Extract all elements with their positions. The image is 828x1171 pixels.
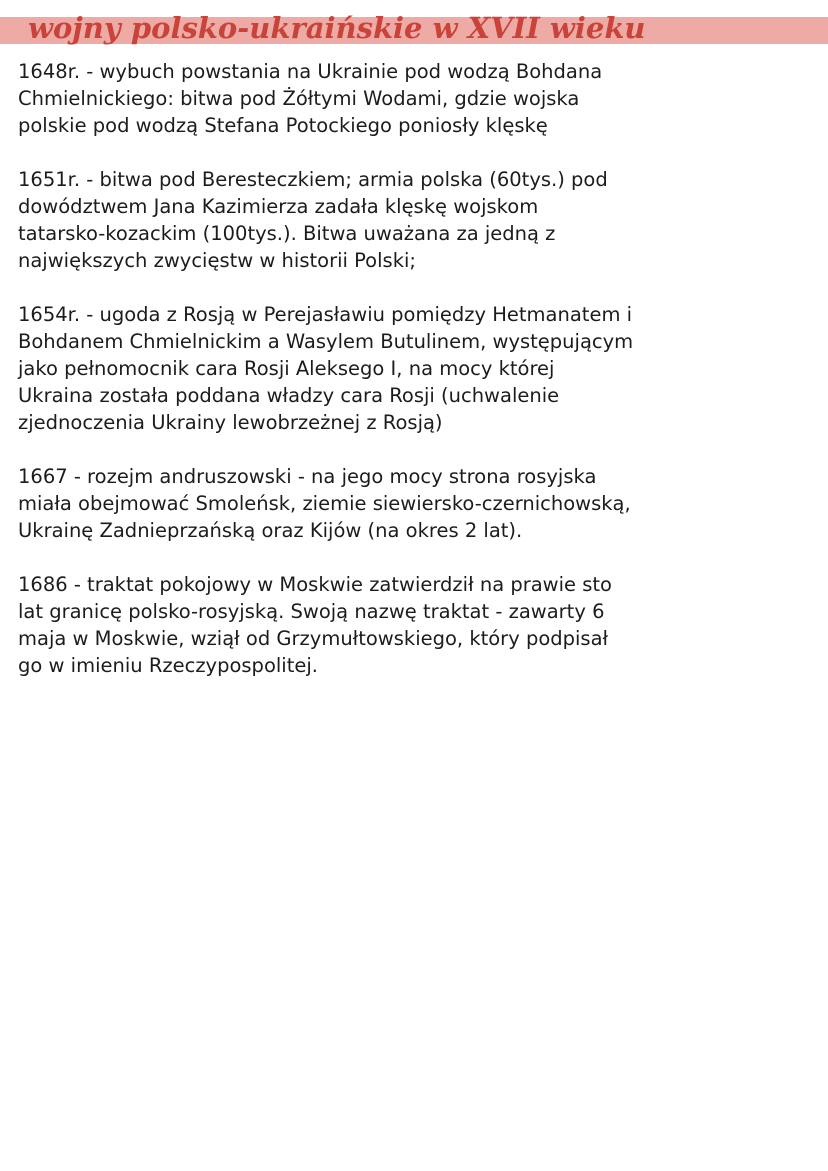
text-line: Ukraina została poddana władzy cara Rosji (uchwalenie [18, 384, 560, 407]
text-line: 1654r. - ugoda z Rosją w Perejasławiu pomiędzy Hetmanatem i [18, 303, 633, 326]
text-line: maja w Moskwie, wziął od Grzymułtowskiego, który podpisał [18, 627, 609, 650]
entry-1651 [18, 166, 818, 274]
text-line: miała obejmować Smoleńsk, ziemie siewiersko-czernichowską, [18, 492, 631, 515]
text-line: Ukrainę Zadnieprzańską oraz Kijów (na okres 2 lat). [18, 519, 523, 542]
text-line: Bohdanem Chmielnickim a Wasylem Butulinem, występującym [18, 330, 634, 353]
entry-1654 [18, 301, 818, 436]
text-line: go w imieniu Rzeczypospolitej. [18, 654, 318, 677]
entry-1686 [18, 571, 818, 679]
text-line: 1667 - rozejm andruszowski - na jego mocy strona rosyjska [18, 465, 597, 488]
text-line: zjednoczenia Ukrainy lewobrzeżnej z Rosją) [18, 411, 443, 434]
text-line: największych zwycięstw w historii Polski; [18, 249, 416, 272]
entry-1667 [18, 463, 818, 544]
text-line: jako pełnomocnik cara Rosji Aleksego I, na mocy której [18, 357, 555, 380]
text-line: dowództwem Jana Kazimierza zadała klęskę wojskom [18, 195, 539, 218]
text-line: tatarsko-kozackim (100tys.). Bitwa uważana za jedną z [18, 222, 556, 245]
text-line: 1648r. - wybuch powstania na Ukrainie pod wodzą Bohdana [18, 60, 603, 83]
text-line: 1651r. - bitwa pod Beresteczkiem; armia polska (60tys.) pod [18, 168, 608, 191]
page-title: wojny polsko-ukraińskie w XVII wieku [28, 11, 646, 45]
text-line: lat granicę polsko-rosyjską. Swoją nazwę traktat - zawarty 6 [18, 600, 605, 623]
text-line: 1686 - traktat pokojowy w Moskwie zatwierdził na prawie sto [18, 573, 612, 596]
entry-1648 [18, 58, 818, 139]
text-line: polskie pod wodzą Stefana Potockiego poniosły klęskę [18, 114, 548, 137]
document-body [18, 58, 818, 706]
text-line: Chmielnickiego: bitwa pod Żółtymi Wodami, gdzie wojska [18, 87, 580, 110]
